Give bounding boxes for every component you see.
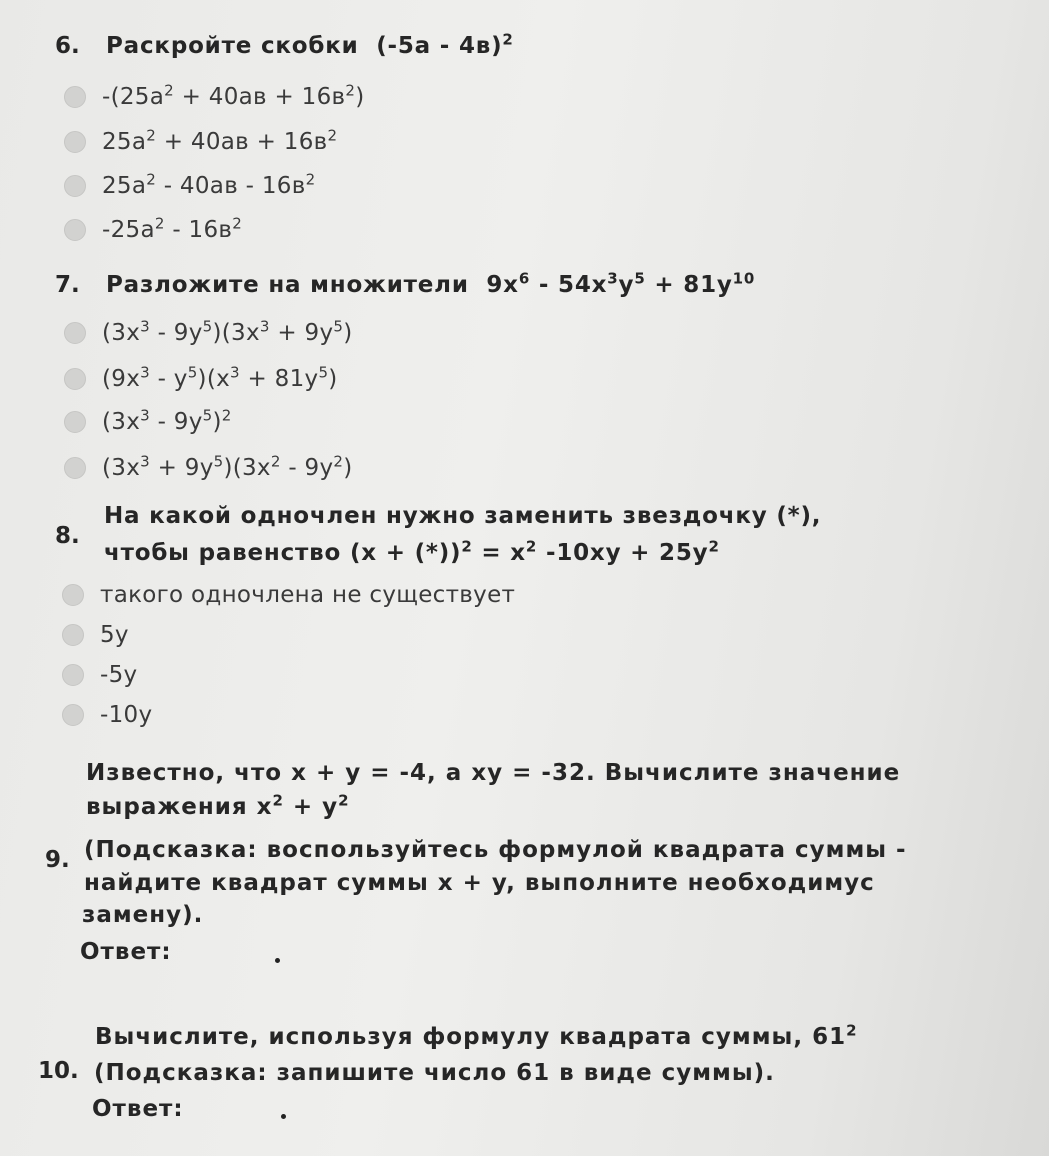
question-number: 8. (55, 523, 80, 549)
option[interactable] (64, 169, 315, 203)
radio-button[interactable] (64, 219, 86, 241)
radio-button[interactable] (64, 411, 86, 433)
radio-button[interactable] (64, 368, 86, 390)
question-text-line2: выражения $x^2 + y^2$ (86, 791, 350, 820)
option-label: 5y (100, 622, 129, 648)
answer-field[interactable] (281, 1114, 286, 1119)
option-label: $25а^2 + 40ав + 16в^2$ (102, 126, 338, 155)
answer-label: Ответ: (80, 939, 172, 965)
option-label: $(3x^3 - 9y^5)^2$ (102, 406, 232, 435)
answer-label: Ответ: (92, 1096, 184, 1122)
option[interactable] (64, 213, 242, 247)
option-label: -5y (100, 662, 138, 688)
question-text-line1: Известно, что x + y = -4, а xy = -32. Вычислите значение (86, 760, 901, 786)
option[interactable] (64, 316, 353, 350)
question-title-line1: На какой одночлен нужно заменить звездочку (*), (104, 503, 822, 529)
radio-button[interactable] (64, 175, 86, 197)
radio-button[interactable] (64, 86, 86, 108)
option[interactable] (62, 658, 137, 692)
question-text-line1: Вычислите, используя формулу квадрата суммы, $61^2$ (95, 1021, 858, 1050)
option-label: $(9x^3 - y^5)(x^3 + 81y^5)$ (102, 363, 338, 392)
option[interactable] (62, 578, 515, 612)
hint-line2: найдите квадрат суммы x + y, выполните необходимус (84, 870, 875, 896)
radio-button[interactable] (62, 704, 84, 726)
option-label: -10y (100, 702, 153, 728)
option[interactable] (64, 362, 338, 396)
question-title: Раскройте скобки (-5а - 4в)$^2$ (106, 30, 514, 59)
question-number: 10. (38, 1058, 79, 1084)
radio-button[interactable] (64, 322, 86, 344)
radio-button[interactable] (62, 664, 84, 686)
option-label: $-(25а^2 + 40ав + 16в^2)$ (102, 81, 365, 110)
option[interactable] (62, 698, 152, 732)
option[interactable] (64, 80, 365, 114)
hint-line3: замену). (82, 902, 204, 928)
radio-button[interactable] (64, 131, 86, 153)
option[interactable] (64, 405, 232, 439)
option-label: $(3x^3 - 9y^5)(3x^3 + 9y^5)$ (102, 317, 353, 346)
question-number: 9. (45, 847, 70, 873)
radio-button[interactable] (62, 624, 84, 646)
option-label: $-25а^2 - 16в^2$ (102, 214, 243, 243)
hint-line: (Подсказка: запишите число 61 в виде суммы). (94, 1060, 775, 1086)
question-number: 7. (55, 272, 80, 298)
radio-button[interactable] (64, 457, 86, 479)
question-number: 6. (55, 33, 80, 59)
option-label: $25а^2 - 40ав - 16в^2$ (102, 170, 316, 199)
option-label: $(3x^3 + 9y^5)(3x^2 - 9y^2)$ (102, 452, 353, 481)
option-label: такого одночлена не существует (100, 582, 516, 608)
option[interactable] (64, 451, 353, 485)
radio-button[interactable] (62, 584, 84, 606)
hint-line1: (Подсказка: воспользуйтесь формулой квадрата суммы - (84, 837, 907, 863)
question-title-line2: чтобы равенство $(x + (*))^2 = x^2$ $-10xy + 25y^2$ (104, 537, 720, 566)
answer-field[interactable] (275, 958, 280, 963)
option[interactable] (64, 125, 337, 159)
option[interactable] (62, 618, 129, 652)
question-title: Разложите на множители $9x^6 - 54x^3y^5 + 81y^{10}$ (106, 269, 756, 298)
